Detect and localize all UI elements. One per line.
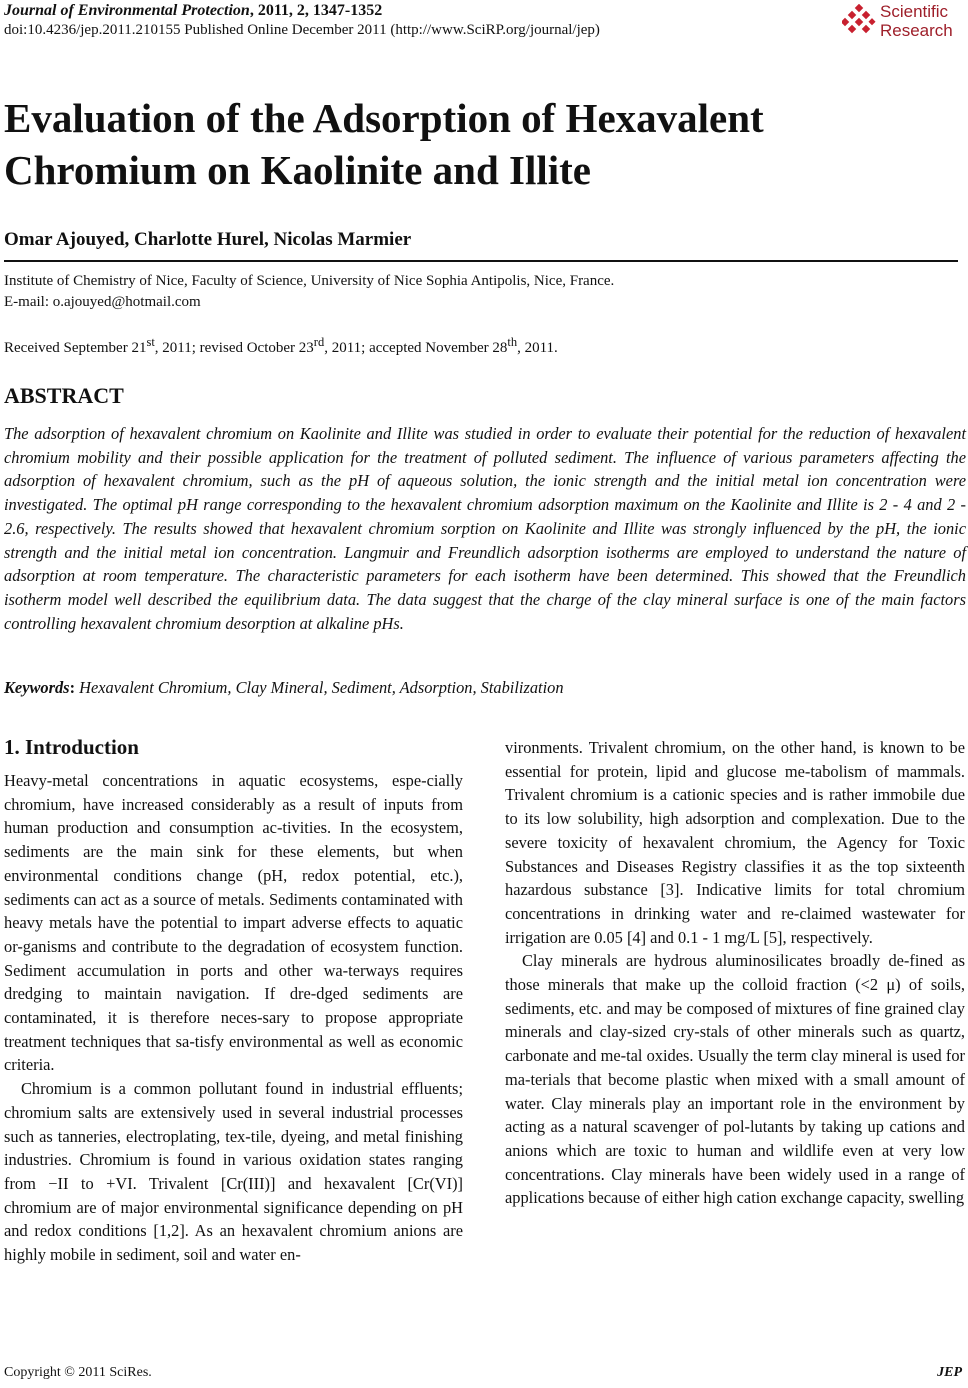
copyright-footer: Copyright © 2011 SciRes.: [4, 1365, 152, 1380]
logo-line-research: Research: [880, 21, 953, 40]
journal-volume: , 2011, 2, 1347-1352: [249, 2, 383, 19]
contact-email: E-mail: o.ajouyed@hotmail.com: [4, 294, 201, 310]
revised-text: , 2011; revised October 23: [154, 340, 314, 356]
header-divider: [4, 260, 958, 262]
intro-paragraph-3: Clay minerals are hydrous aluminosilicates broadly de-fined as those minerals that make up the colloid fraction (<2 μ) of soils, sediments, etc. and may be composed of mixtures of fine grained clay minerals and clay-sized cry-stals of other minerals such as quartz, carbonate and me-tal oxides. Usually the term clay mineral is used for ma-terials that become plastic when mixed with a small amount of water. Clay minerals play an important role in the environment by acting as a natural scavenger of pol-lutants by taking up cations and anions which are toxic to human and wildlife even at very low concentrations. Clay minerals have been widely used in a range of applications because of either high cation exchange capacity, swelling: [505, 951, 965, 1208]
section-heading-introduction: 1. Introduction: [4, 735, 139, 759]
right-column: [505, 736, 965, 1210]
keywords: Keywords: Hexavalent Chromium, Clay Mineral, Sediment, Adsorption, Stabilization: [4, 678, 564, 697]
journal-abbreviation: JEP: [937, 1365, 962, 1380]
accepted-suffix: th: [507, 335, 518, 349]
logo-line-scientific: Scientific: [880, 2, 949, 21]
intro-paragraph-1: Heavy-metal concentrations in aquatic ecosystems, espe-cially chromium, have increased considerably as a result of inputs from human production and consumption ac-tivities. In the ecosystem, sediments are the main sink for these elements, but when environmental conditions change (pH, redox potential, etc.), sediments can act as a source of metals. Sediments contaminated with heavy metals have the potential to impart adverse effects to aquatic or-ganisms and contribute to the degradation of ecosystem function. Sediment accumulation in ports and other wa-terways requires dredging to maintain navigation. If dre-dged sediments are contaminated, it is therefore neces-sary to propose appropriate treatment techniques that sa-tisfy environmental as well as economic criteria.: [4, 771, 463, 1075]
received-text: Received September 21: [4, 340, 147, 356]
left-column: [4, 769, 463, 1267]
accepted-text: , 2011; accepted November 28: [324, 340, 508, 356]
revised-suffix: rd: [313, 335, 325, 349]
running-header: [4, 2, 382, 20]
abstract-text: The adsorption of hexavalent chromium on Kaolinite and Illite was studied in order to evaluate their potential for the reduction of hexavalent chromium mobility and their possible application for the treatment of polluted sediment. The influence of various parameters affecting the adsorption of hexavalent chromium, such as the pH of aqueous solution, the ionic strength and the initial metal ion concentration were investigated. The optimal pH range corresponding to the hexavalent chromium adsorption maximum on the Kaolinite and Illite is 2 - 4 and 2 - 2.6, respectively. The results showed that hexavalent chromium sorption on Kaolinite and Illite was strongly influenced by the pH, the ionic strength and the initial metal ion concentration. Langmuir and Freundlich adsorption isotherms are employed to understand the nature of adsorption at room temperature. The characteristic parameters for each isotherm have been determined. This showed that the Freundlich isotherm model well described the equilibrium data. The data suggest that the charge of the clay mineral surface is one of the main factors controlling hexavalent chromium desorption at alkaline pHs.: [4, 424, 966, 633]
paper-title: Evaluation of the Adsorption of Hexavalent Chromium on Kaolinite and Illite: [4, 95, 764, 193]
abstract-heading: ABSTRACT: [4, 383, 124, 408]
doi-line: doi:10.4236/jep.2011.210155 Published Online December 2011 (http://www.SciRP.org/journal/jep): [4, 22, 600, 38]
keywords-label: Keywords: [4, 678, 70, 697]
keywords-list: Hexavalent Chromium, Clay Mineral, Sediment, Adsorption, Stabilization: [79, 678, 564, 697]
intro-paragraph-continued: vironments. Trivalent chromium, on the other hand, is known to be essential for protein, lipid and glucose me-tabolism of mammals. Trivalent chromium is a cationic species and is rather immobile due to its low solubility, high adsorption and complexation. Due to the severe toxicity of hexavalent chromium, the Agency for Toxic Substances and Diseases Registry classifies it as the top sixteenth hazardous substance [3]. Indicative limits for total chromium concentrations in drinking water and re-claimed wastewater for irrigation are 0.05 [4] and 0.1 - 1 mg/L [5], respectively.: [505, 738, 965, 947]
received-suffix: st: [146, 335, 155, 349]
journal-name: Journal of Environmental Protection: [4, 2, 250, 19]
affiliation: Institute of Chemistry of Nice, Faculty of Science, University of Nice Sophia Antipolis, Nice, France.: [4, 273, 615, 289]
scientific-research-logo-mark-icon: [842, 4, 876, 38]
year-text: , 2011.: [517, 340, 558, 356]
publisher-logo: [842, 2, 962, 42]
received-dates: [4, 335, 558, 357]
intro-paragraph-2: Chromium is a common pollutant found in industrial effluents; chromium salts are extensively used in several industrial processes such as tanneries, electroplating, tex-tile, dyeing, and metal finishing industries. Chromium is found in various oxidation states ranging from −II to +VI. Trivalent [Cr(III)] and hexavalent [Cr(VI)] chromium are of major environmental significance depending on pH and redox conditions [1,2]. As an hexavalent chromium anions are highly mobile in sediment, soil and water en-: [4, 1079, 463, 1265]
author-list: Omar Ajouyed, Charlotte Hurel, Nicolas Marmier: [4, 229, 412, 250]
